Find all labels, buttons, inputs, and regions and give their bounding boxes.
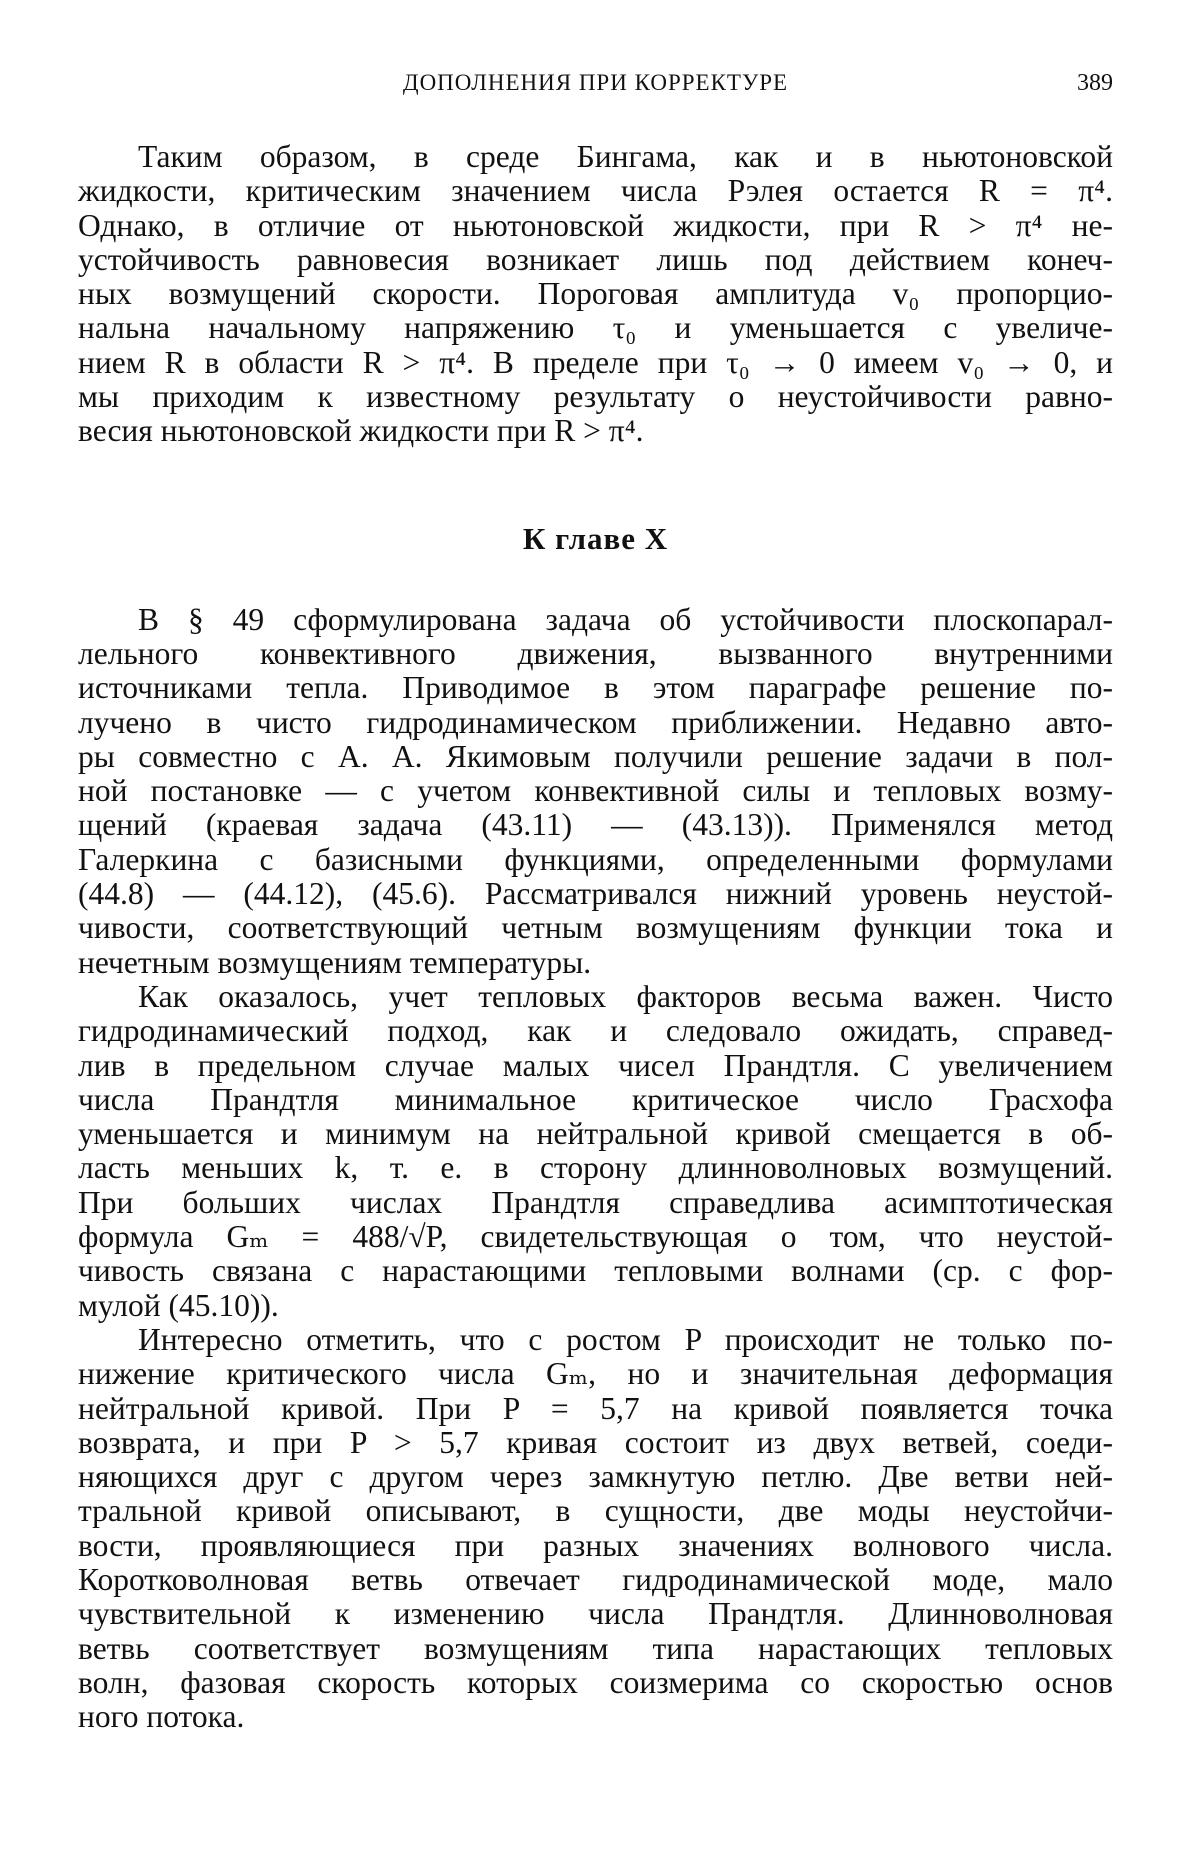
line: Галеркина с базисными функциями, определенными формулами xyxy=(78,841,1113,877)
line: вости, проявляющиеся при разных значениях волнового числа. xyxy=(78,1527,1113,1563)
section-heading: К главе X xyxy=(522,520,669,556)
line: нейтральной кривой. При P = 5,7 на кривой появляется точка xyxy=(78,1390,1113,1426)
line: мулой (45.10)). xyxy=(78,1287,279,1323)
line: нием R в области R > π⁴. В пределе при τ₀ → 0 имеем v₀ → 0, и xyxy=(78,344,1113,380)
paragraph-2 xyxy=(78,603,1113,980)
line: формула Gₘ = 488/√P, свидетельствующая о том, что неустой- xyxy=(78,1219,1113,1255)
page-header xyxy=(78,70,1113,110)
paragraph-1 xyxy=(78,140,1113,449)
paragraph-3 xyxy=(78,980,1113,1323)
line: устойчивость равновесия возникает лишь под действием конеч- xyxy=(78,241,1113,277)
line: няющихся друг с другом через замкнутую петлю. Две ветви ней- xyxy=(78,1459,1113,1495)
line: чивость связана с нарастающими тепловыми волнами (ср. с фор- xyxy=(78,1253,1113,1289)
line: При больших числах Прандтля справедлива асимптотическая xyxy=(78,1184,1113,1220)
line: ных возмущений скорости. Пороговая амплитуда v₀ пропорцио- xyxy=(78,276,1113,312)
line: лучено в чисто гидродинамическом приближении. Недавно авто- xyxy=(78,704,1113,740)
line: источниками тепла. Приводимое в этом параграфе решение по- xyxy=(78,670,1113,706)
line: ры совместно с А. А. Якимовым получили решение задачи в пол- xyxy=(78,738,1113,774)
line: нижение критического числа Gₘ, но и значительная деформация xyxy=(78,1356,1113,1392)
line: ной постановке — с учетом конвективной силы и тепловых возму- xyxy=(78,773,1113,809)
line: гидродинамический подход, как и следовало ожидать, справед- xyxy=(78,1013,1113,1049)
line: ветвь соответствует возмущениям типа нарастающих тепловых xyxy=(78,1630,1113,1666)
line: мы приходим к известному результату о неустойчивости равно- xyxy=(78,379,1113,415)
running-head: ДОПОЛНЕНИЯ ПРИ КОРРЕКТУРЕ xyxy=(402,70,789,95)
line: Интересно отметить, что с ростом P происходит не только по- xyxy=(138,1321,1113,1357)
line: возврата, и при P > 5,7 кривая состоит из двух ветвей, соеди- xyxy=(78,1424,1113,1460)
line: щений (краевая задача (43.11) — (43.13)). Применялся метод xyxy=(78,807,1113,843)
line: числа Прандтля минимальное критическое число Грасхофа xyxy=(78,1081,1113,1117)
body-text xyxy=(78,140,1113,1734)
line: нечетным возмущениям температуры. xyxy=(78,944,592,980)
line: уменьшается и минимум на нейтральной кривой смещается в об- xyxy=(78,1116,1113,1152)
line: тральной кривой описывают, в сущности, две моды неустойчи- xyxy=(78,1493,1113,1529)
line: В § 49 сформулирована задача об устойчивости плоскопарал- xyxy=(138,601,1113,637)
line: (44.8) — (44.12), (45.6). Рассматривался нижний уровень неустой- xyxy=(78,876,1113,912)
line: Как оказалось, учет тепловых факторов весьма важен. Чисто xyxy=(138,978,1113,1014)
line: ласть меньших k, т. е. в сторону длинноволновых возмущений. xyxy=(78,1150,1113,1186)
line: нальна начальному напряжению τ₀ и уменьшается с увеличе- xyxy=(78,310,1113,346)
line: весия ньютоновской жидкости при R > π⁴. xyxy=(78,413,644,449)
line: ного потока. xyxy=(78,1699,245,1735)
line: лив в предельном случае малых чисел Прандтля. С увеличением xyxy=(78,1047,1113,1083)
line: лельного конвективного движения, вызванного внутренними xyxy=(78,635,1113,671)
line: чувствительной к изменению числа Прандтля. Длинноволновая xyxy=(78,1596,1113,1632)
line: жидкости, критическим значением числа Рэлея остается R = π⁴. xyxy=(78,173,1113,209)
paragraph-4 xyxy=(78,1323,1113,1735)
line: волн, фазовая скорость которых соизмерима со скоростью основ xyxy=(78,1664,1113,1700)
line: Таким образом, в среде Бингама, как и в ньютоновской xyxy=(138,139,1113,174)
line: Однако, в отличие от ньютоновской жидкости, при R > π⁴ не- xyxy=(78,207,1113,243)
line: Коротковолновая ветвь отвечает гидродинамической моде, мало xyxy=(78,1561,1113,1597)
page-number: 389 xyxy=(1077,70,1113,96)
line: чивости, соответствующий четным возмущениям функции тока и xyxy=(78,910,1113,946)
